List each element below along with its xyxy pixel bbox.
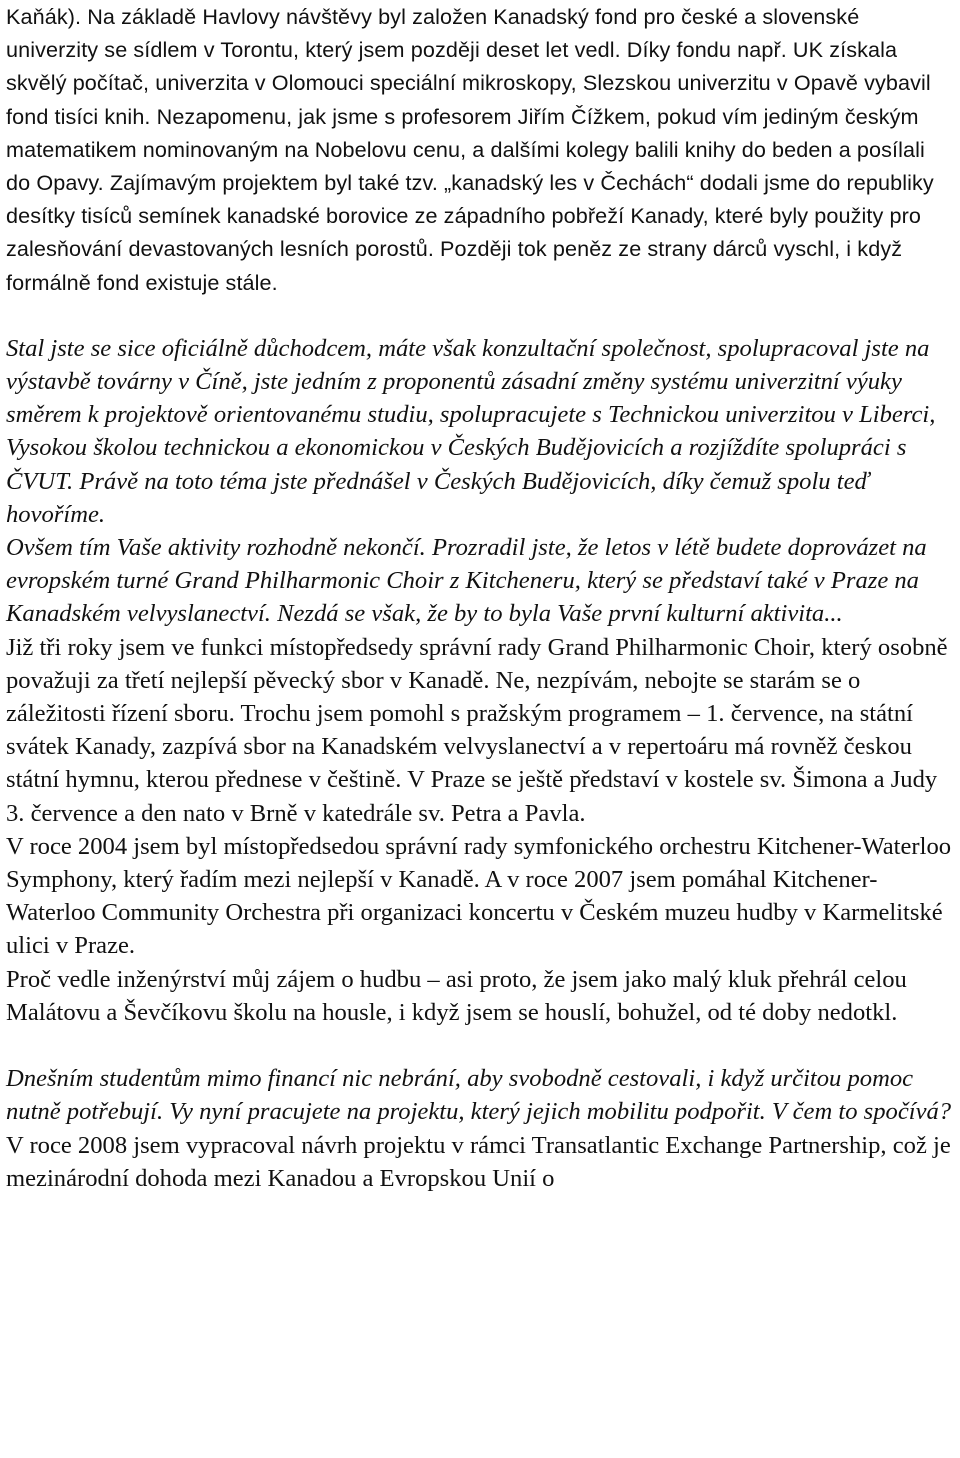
question-retirement-activities: Stal jste se sice oficiálně důchodcem, máte však konzultační společnost, spolupracoval jste na výstavbě továrny v Číně, jste jedním z proponentů zásadní změny systému univerzitní výuky směrem k projektově orientovanému studiu, spolupracujete s Technickou univerzitou v Liberci, Vysokou školou technickou a ekonomickou v Českých Budějovicích a rozjíždíte spolupráci s ČVUT. Právě na toto téma jste přednášel v Českých Budějovicích, díky čemuž spolu teď hovoříme. <box>6 334 936 528</box>
answer-philharmonic-choir: Již tři roky jsem ve funkci místopředsedy správní rady Grand Philharmonic Choir, který osobně považuji za třetí nejlepší pěvecký sbor v Kanadě. Ne, nezpívám, nebojte se starám se o záležitosti řízení sboru. Trochu jsem pomohl s pražským programem – 1. července, na státní svátek Kanady, zazpívá sbor na Kanadském velvyslanectví a v repertoáru má rovněž českou státní hymnu, kterou přednese v češtině. V Praze se ještě představí v kostele sv. Šimona a Judy 3. července a den nato v Brně v katedrále sv. Petra a Pavla. <box>6 633 948 827</box>
document-page <box>6 0 954 1195</box>
paragraph-spacer <box>6 299 954 332</box>
question-student-mobility: Dnešním studentům mimo financí nic nebrání, aby svobodně cestovali, i když určitou pomoc nutně potřebují. Vy nyní pracujete na projektu, který jejich mobilitu podpořit. V čem to spočívá? <box>6 1065 952 1126</box>
paragraph-spacer <box>6 1029 954 1062</box>
answer-exchange-project: V roce 2008 jsem vypracoval návrh projektu v rámci Transatlantic Exchange Partnership, což je mezinárodní dohoda mezi Kanadou a Evropskou Unií o <box>6 1131 951 1192</box>
answer-music-interest: Proč vedle inženýrství můj zájem o hudbu – asi proto, že jsem jako malý kluk přehrál celou Malátovu a Ševčíkovu školu na housle, i když jsem se houslí, bohužel, od té doby nedotkl. <box>6 965 907 1026</box>
answer-symphony-orchestra: V roce 2004 jsem byl místopředsedou správní rady symfonického orchestru Kitchener-Waterloo Symphony, který řadím mezi nejlepší v Kanadě. A v roce 2007 jsem pomáhal Kitchener-Waterloo Community Orchestra při organizaci koncertu v Českém muzeu hudby v Karmelitské ulici v Praze. <box>6 832 952 960</box>
paragraph-canadian-fund: Kaňák). Na základě Havlovy návštěvy byl založen Kanadský fond pro české a slovenské univerzity se sídlem v Torontu, který jsem později deset let vedl. Díky fondu např. UK získala skvělý počítač, univerzita v Olomouci speciální mikroskopy, Slezskou univerzitu v Opavě vybavil fond tisíci knih. Nezapomenu, jak jsme s profesorem Jiřím Čížkem, pokud vím jediným českým matematikem nominovaným na Nobelovu cenu, a dalšími kolegy balili knihy do beden a posílali do Opavy. Zajímavým projektem byl také tzv. „kanadský les v Čechách“ dodali jsme do republiky desítky tisíců semínek kanadské borovice ze západního pobřeží Kanady, které byly použity pro zalesňování devastovaných lesních porostů. Později tok peněz ze strany dárců vyschl, i když formálně fond existuje stále. <box>6 4 934 295</box>
question-cultural-activities: Ovšem tím Vaše aktivity rozhodně nekončí. Prozradil jste, že letos v létě budete doprovázet na evropském turné Grand Philharmonic Choir z Kitcheneru, který se představí také v Praze na Kanadském velvyslanectví. Nezdá se však, že by to byla Vaše první kulturní aktivita... <box>6 534 927 628</box>
